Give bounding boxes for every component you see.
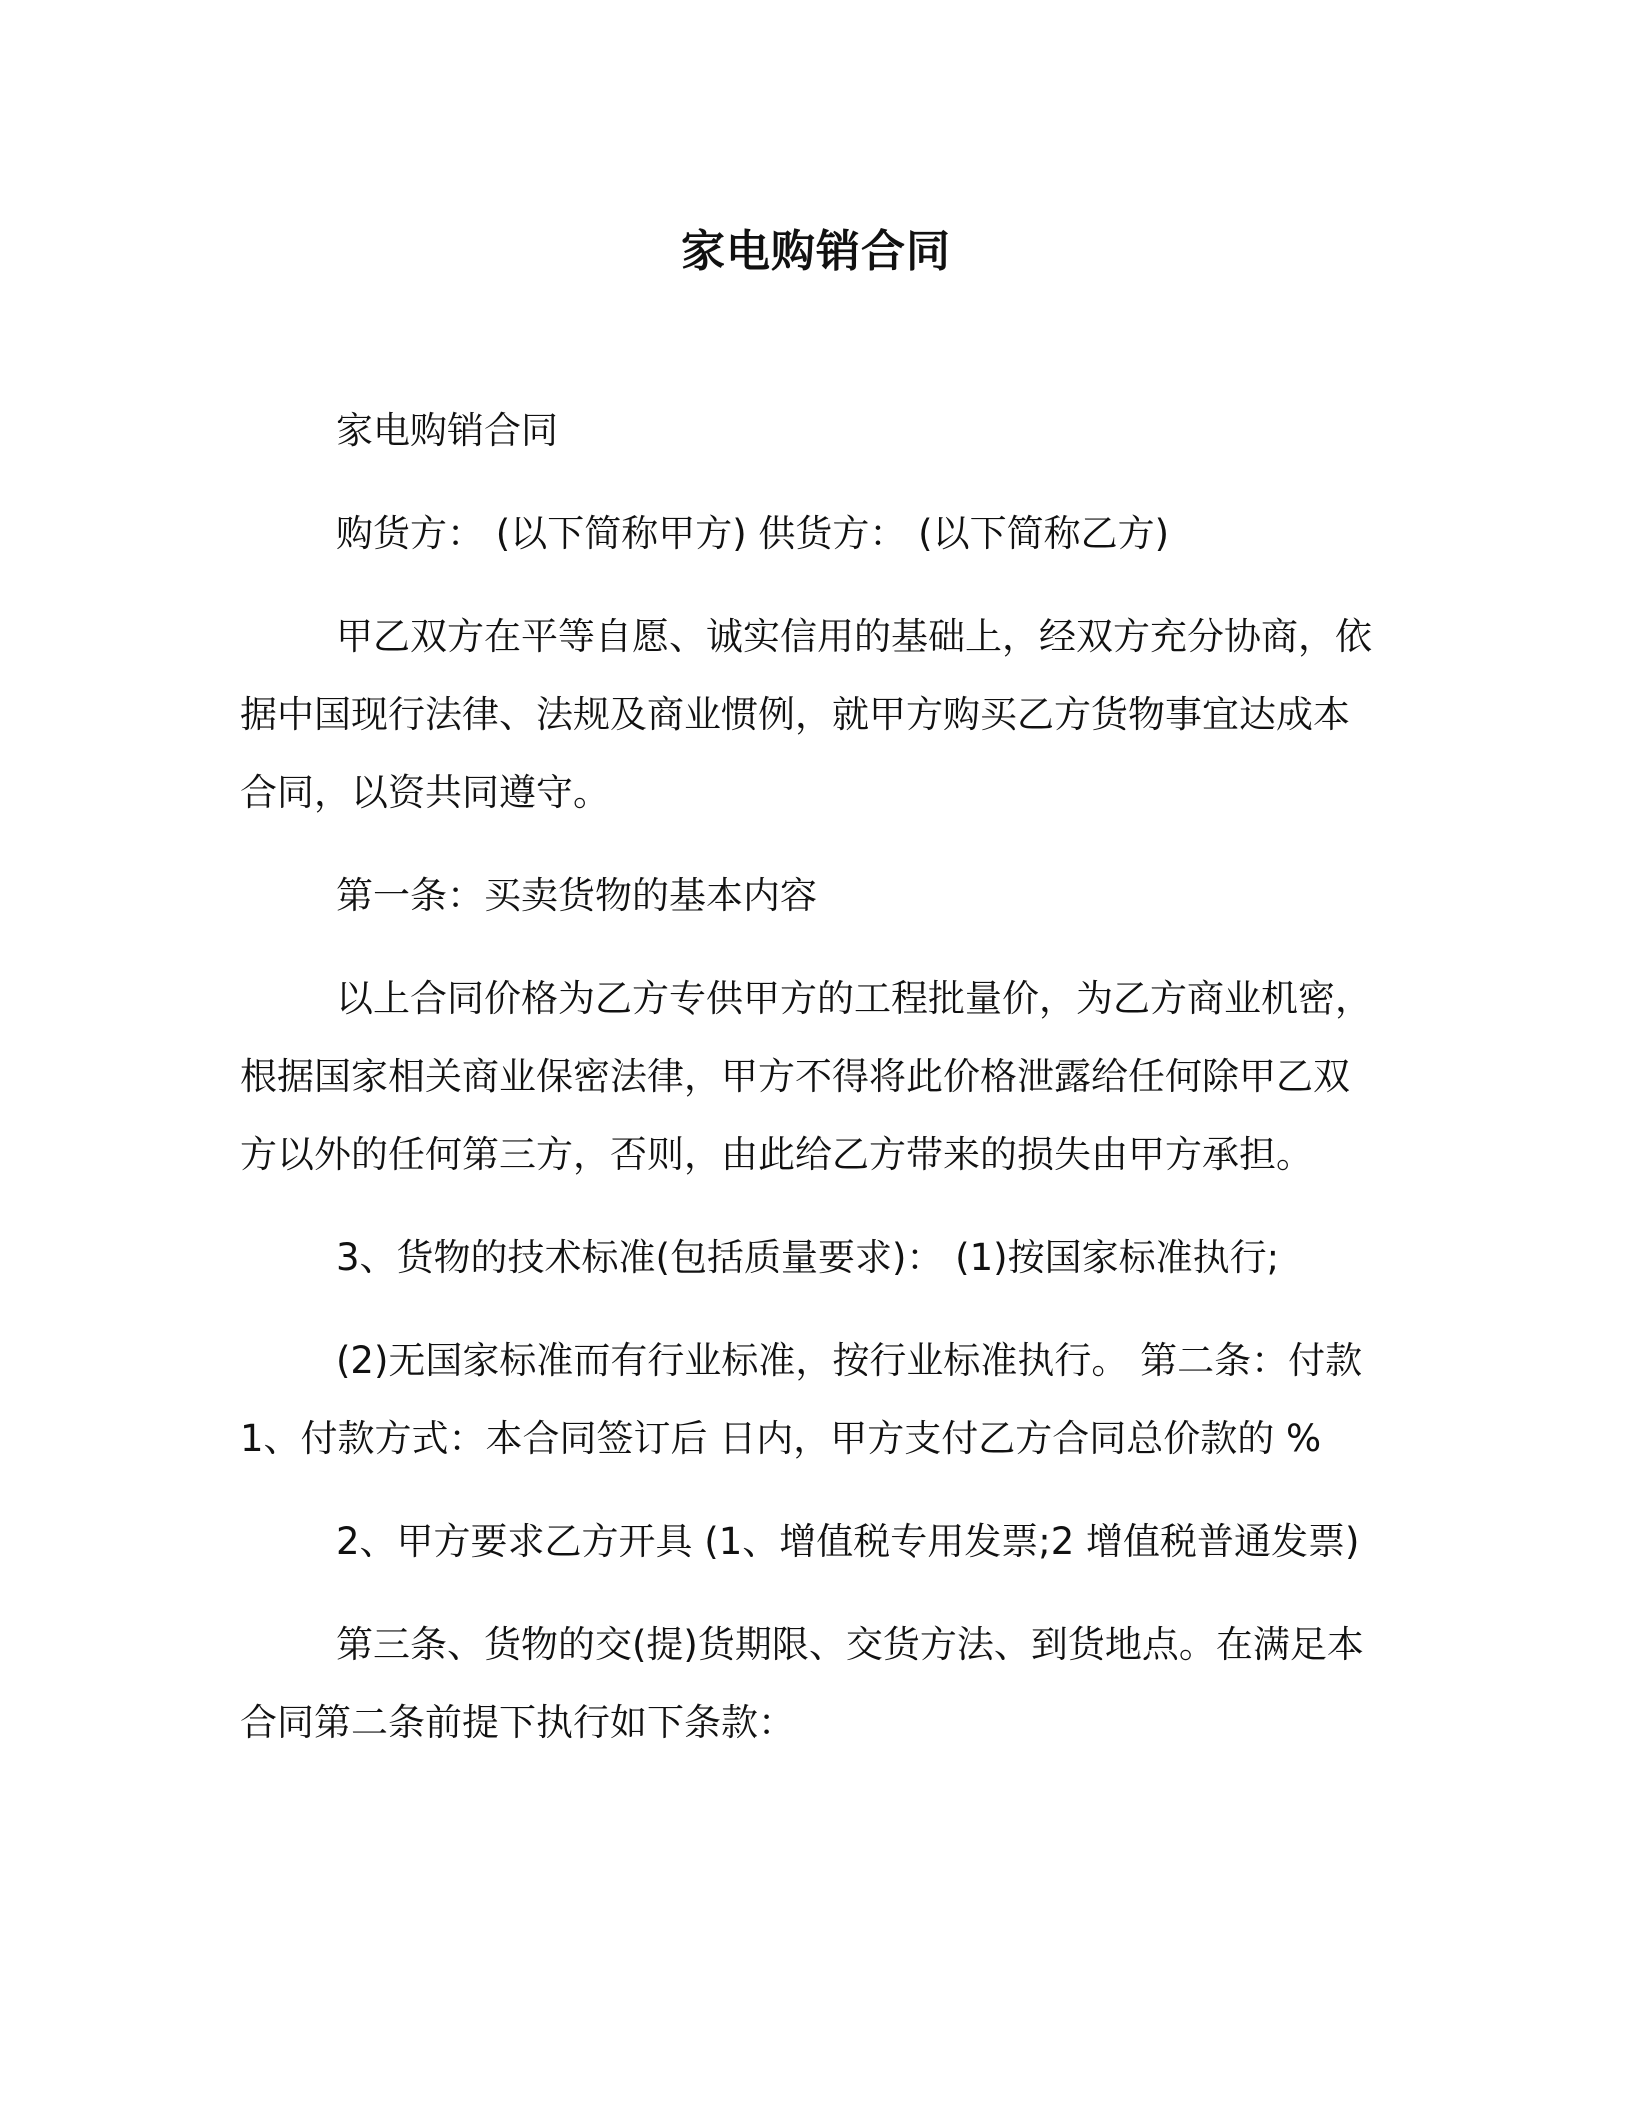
- paragraph-technical-standard: 3、货物的技术标准(包括质量要求)： (1)按国家标准执行;: [336, 1236, 1280, 1279]
- paragraph-article-1-heading: 第一条：买卖货物的基本内容: [336, 874, 817, 917]
- paragraph-industry-standard-payment: (2)无国家标准而有行业标准，按行业标准执行。 第二条：付款 1、付款方式：本合同签订后 日内，甲方支付乙方合同总价款的 %: [240, 1339, 1363, 1460]
- paragraph-subtitle: 家电购销合同: [336, 409, 558, 452]
- paragraph-price-confidentiality: 以上合同价格为乙方专供甲方的工程批量价，为乙方商业机密，根据国家相关商业保密法律，甲方不得将此价格泄露给任何除甲乙双方以外的任何第三方，否则，由此给乙方带来的损失由甲方承担。: [240, 977, 1372, 1176]
- paragraph-article-3: 第三条、货物的交(提)货期限、交货方法、到货地点。在满足本合同第二条前提下执行如下条款：: [240, 1623, 1364, 1744]
- paragraph-preamble: 甲乙双方在平等自愿、诚实信用的基础上，经双方充分协商，依据中国现行法律、法规及商业惯例，就甲方购买乙方货物事宜达成本合同，以资共同遵守。: [240, 615, 1372, 814]
- paragraph-invoice: 2、甲方要求乙方开具 (1、增值税专用发票;2 增值税普通发票): [336, 1520, 1360, 1563]
- document-body: [240, 392, 1380, 1787]
- paragraph-parties: 购货方： (以下简称甲方) 供货方： (以下简称乙方): [336, 512, 1170, 555]
- document-title: 家电购销合同: [681, 226, 951, 277]
